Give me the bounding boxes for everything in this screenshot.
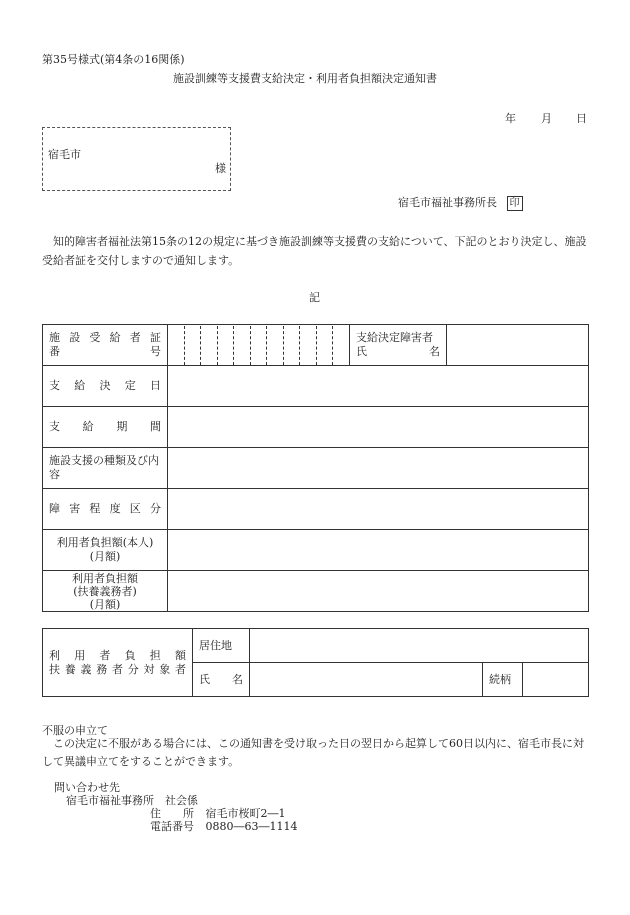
sender [398, 194, 523, 211]
seal-mark: 印 [507, 196, 523, 211]
row-value-decision-date [168, 366, 589, 407]
contact-office: 宿毛市福祉事務所 社会係 [66, 794, 198, 807]
row-label-disability-level: 障害程度区分 [43, 489, 168, 530]
recipient-box [42, 127, 231, 191]
body-text: 知的障害者福祉法第15条の12の規定に基づき施設訓練等支援費の支給について、下記のとおり決定し、施設受給者証を交付しますので通知します。 [42, 235, 587, 267]
relation-value [523, 663, 589, 697]
row-value-period [168, 407, 589, 448]
cert-number-cells [168, 325, 350, 366]
relation-label: 続柄 [483, 663, 523, 697]
contact-phone [150, 818, 298, 834]
sender-name: 宿毛市福祉事務所長 [398, 196, 497, 209]
contact-heading: 問い合わせ先 [54, 781, 120, 794]
row-label-burden-guardian: 利用者負担額 (扶養義務者) (月額) [43, 571, 168, 612]
row-label-burden-self: 利用者負担額(本人) (月額) [43, 530, 168, 571]
row-value-burden-guardian [168, 571, 589, 612]
cert-number-label: 施設受給者証 番号 [43, 325, 168, 366]
contact-phone-value: 0880―63―1114 [205, 820, 298, 833]
guardian-target-label: 利用者負担額 扶養義務者分対象者 [43, 629, 193, 697]
row-value-disability-level [168, 489, 589, 530]
recipient-honorific: 様 [215, 162, 226, 175]
row-label-period: 支給期間 [43, 407, 168, 448]
row-label-decision-date: 支給決定日 [43, 366, 168, 407]
date-day-label: 日 [576, 112, 587, 125]
row-label-support-type: 施設支援の種類及び内容 [43, 448, 168, 489]
appeal-heading: 不服の申立て [42, 724, 108, 737]
date-year-label: 年 [505, 112, 516, 125]
row-value-burden-self [168, 530, 589, 571]
contact-address-value: 宿毛市桜町2―1 [205, 807, 286, 820]
contact-address-label: 住 所 [150, 807, 194, 820]
record-label: 記 [309, 291, 320, 304]
name-label: 氏名 [193, 663, 250, 697]
document-title: 施設訓練等支援費支給決定・利用者負担額決定通知書 [173, 72, 437, 85]
row-value-support-type [168, 448, 589, 489]
decision-table [42, 324, 589, 612]
name-value [250, 663, 483, 697]
person-name-value [447, 325, 589, 366]
appeal-text: この決定に不服がある場合には、この通知書を受け取った日の翌日から起算して60日以内に、宿毛市長に対して異議申立てをすることができます。 [42, 737, 584, 768]
address-value [250, 629, 589, 663]
address-label: 居住地 [193, 629, 250, 663]
form-number: 第35号様式(第4条の16関係) [42, 53, 185, 66]
person-name-label: 支給決定障害者 氏名 [350, 325, 447, 366]
guardian-table [42, 628, 589, 697]
date-month-label: 月 [541, 112, 552, 125]
recipient-city: 宿毛市 [48, 148, 81, 161]
contact-phone-label: 電話番号 [150, 820, 194, 833]
